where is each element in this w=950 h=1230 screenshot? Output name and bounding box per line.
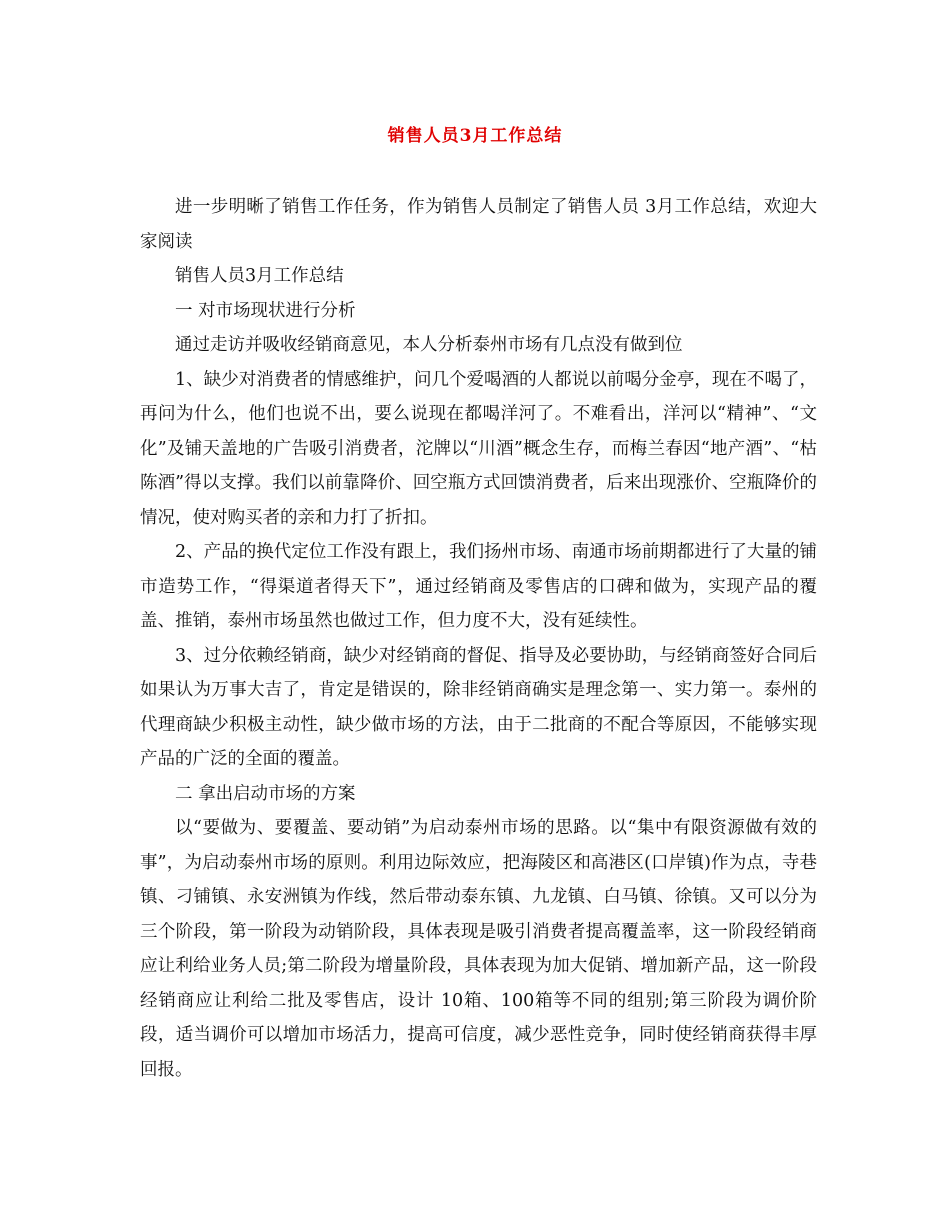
paragraph-launch-plan: 以“要做为、要覆盖、要动销”为启动泰州市场的思路。以“集中有限资源做有效的事”，为启动泰州市场的原则。利用边际效应，把海陵区和高港区(口岸镇)作为点，寺巷镇、刁铺镇、永安洲镇为作线，然后带动泰东镇、九龙镇、白马镇、徐镇。又可以分为三个阶段，第一阶段为动销阶段，具体表现是吸引消费者提高覆盖率，这一阶段经销商应让利给业务人员;第二阶段为增量阶段，具体表现为加大促销、增加新产品，这一阶段经销商应让利给二批及零售店，设计 10箱、100箱等不同的组别;第三阶段为调价阶段，适当调价可以增加市场活力，提高可信度，减少恶性竞争，同时使经销商获得丰厚回报。 [140,818,817,1080]
paragraph-market-visit: 通过走访并吸收经销商意见，本人分析泰州市场有几点没有做到位 [175,335,683,355]
paragraph-intro: 进一步明晰了销售工作任务，作为销售人员制定了销售人员 3月工作总结，欢迎大家阅读 [140,197,817,252]
section-heading-market-analysis: 一 对市场现状进行分析 [175,300,356,321]
section-heading-launch-plan: 二 拿出启动市场的方案 [175,783,356,804]
paragraph-point-2: 2、产品的换代定位工作没有跟上，我们扬州市场、南通市场前期都进行了大量的铺市造势工作，“得渠道者得天下”，通过经销商及零售店的口碑和做为，实现产品的覆盖、推销，泰州市场虽然也做过工作，但力度不大，没有延续性。 [140,542,817,631]
paragraph-point-3: 3、过分依赖经销商，缺少对经销商的督促、指导及必要协助，与经销商签好合同后如果认为万事大吉了，肯定是错误的，除非经销商确实是理念第一、实力第一。泰州的代理商缺少积极主动性，缺少做市场的方法，由于二批商的不配合等原因，不能够实现产品的广泛的全面的覆盖。 [140,645,817,769]
paragraph-heading-summary: 销售人员3月工作总结 [175,266,344,286]
document-body [140,190,817,1087]
paragraph-point-1: 1、缺少对消费者的情感维护，问几个爱喝酒的人都说以前喝分金亭，现在不喝了，再问为什么，他们也说不出，要么说现在都喝洋河了。不难看出，洋河以“精神”、“文化”及铺天盖地的广告吸引消费者，沱牌以“川酒”概念生存，而梅兰春因“地产酒”、“枯陈酒”得以支撑。我们以前靠降价、回空瓶方式回馈消费者，后来出现涨价、空瓶降价的情况，使对购买者的亲和力打了折扣。 [140,369,817,528]
document-title: 销售人员3月工作总结 [387,126,563,146]
